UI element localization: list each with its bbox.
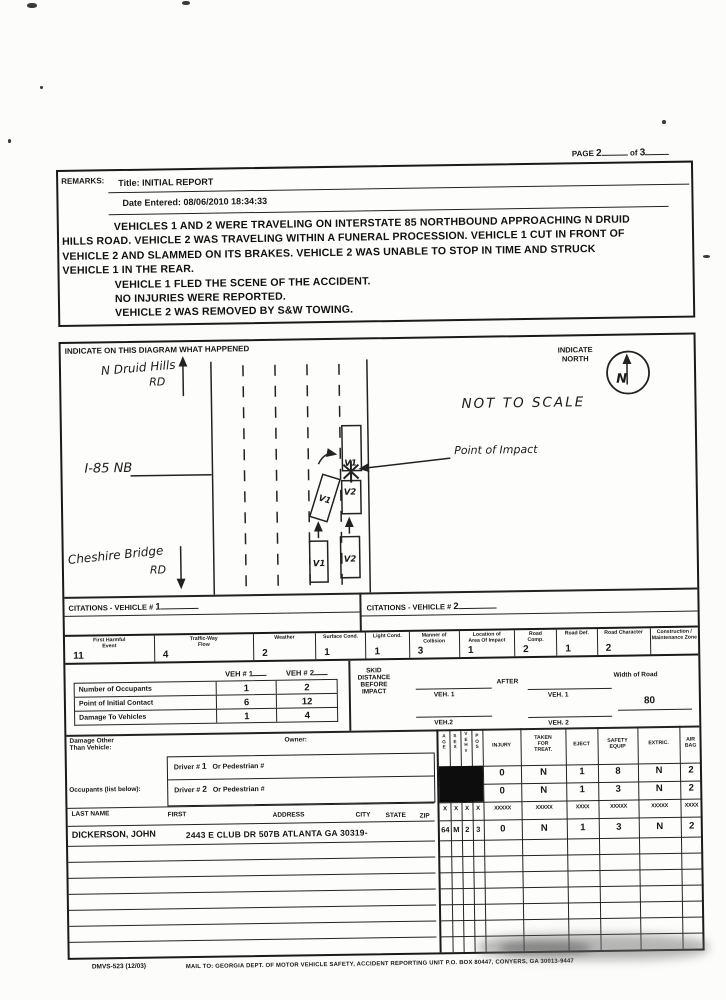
row-label: Point of Initial Contact (75, 696, 217, 711)
stat-header: Road Comp. (527, 630, 544, 643)
x-cell: X (465, 805, 469, 813)
occupant-address: 2443 E CLUB DR 507B ATLANTA GA 30319- (185, 827, 368, 841)
stat-header: Traffic-Way Flow (189, 635, 218, 648)
cell-value: N (655, 783, 663, 795)
stat-header: Manner of Collision (421, 632, 447, 645)
highway-label: I-85 NB (84, 460, 133, 477)
diagram-header: INDICATE ON THIS DIAGRAM WHAT HAPPENED (64, 344, 250, 356)
row-line (69, 936, 436, 942)
col-header-airbag: AIR BAG (684, 736, 697, 749)
width-of-road-value: 80 (643, 695, 656, 707)
south-road-arrow (181, 546, 182, 586)
record-sex: M (453, 825, 460, 835)
road-name-bottom-suffix: RD (149, 563, 167, 577)
col-header-safety: SAFETY EQUIP (607, 737, 628, 750)
v1-label: V1 (344, 458, 357, 469)
page-label: PAGE (571, 149, 594, 159)
x-cell: XXXXX (610, 803, 627, 810)
col-header-age: A G E (442, 733, 446, 750)
x-cell: X (454, 806, 458, 813)
cell-value: 1 (579, 766, 585, 778)
impact-pointer-line (361, 458, 450, 468)
stat-header: Road Character (604, 629, 643, 636)
width-of-road-label: Width of Road (613, 671, 658, 679)
x-cell: XXXXX (494, 805, 511, 812)
record-extric: N (656, 821, 664, 833)
narrative-line: HILLS ROAD. VEHICLE 2 WAS TRAVELING WITHIN A FUNERAL PROCESSION. VEHICLE 1 CUT IN FRONT OF (61, 227, 625, 249)
stat-value: 2 (522, 644, 529, 656)
citations-divider (359, 593, 362, 631)
form-number: DMVS-523 (12/03) (91, 962, 147, 971)
total-pages: 3 (639, 147, 646, 159)
scan-speck (40, 86, 43, 89)
v1-swerve-arrow (318, 454, 334, 465)
stat-value: 11 (73, 650, 84, 662)
record-veh: 2 (465, 824, 470, 835)
owner-label: Owner: (284, 736, 307, 744)
north-road-arrow (183, 359, 184, 396)
width-of-road-line (618, 709, 692, 711)
veh2-value: 12 (301, 696, 313, 708)
row-line (68, 840, 435, 846)
narrative-line: VEHICLE 1 IN THE REAR. (62, 263, 195, 278)
record-safety: 3 (616, 821, 622, 833)
stat-header: First Harmful Event (93, 637, 126, 649)
veh1-col-header: VEH # 1 (215, 666, 276, 681)
cell-value: 0 (499, 767, 505, 779)
narrative-line: VEHICLE 2 WAS REMOVED BY S&W TOWING. (115, 304, 354, 320)
skid-veh1-after: VEH. 1 (547, 691, 569, 699)
lane-dash (275, 365, 278, 594)
row-line (68, 820, 435, 826)
stat-value: 1 (374, 646, 381, 658)
x-cell: X (476, 805, 480, 812)
stat-header: Construction / Maintenance Zone (651, 628, 698, 641)
scan-speck (662, 120, 666, 124)
cell-value: 1 (579, 784, 585, 796)
mid-divider (348, 661, 351, 731)
of-label: of (629, 148, 638, 158)
record-eject: 1 (580, 822, 586, 834)
col-header-eject: EJECT (573, 741, 590, 748)
point-of-impact-label: Point of Impact (454, 442, 538, 458)
x-cell: XXXXX (651, 802, 668, 810)
narrative-line: VEHICLES 1 AND 2 WERE TRAVELING ON INTERSTATE 85 NORTHBOUND APPROACHING N DRUID (113, 213, 630, 234)
v2-label: V2 (343, 487, 357, 498)
record-pos: 3 (476, 824, 481, 834)
veh1-value: 1 (217, 709, 278, 723)
veh2-value: 2 (304, 682, 310, 694)
row-line (69, 904, 436, 910)
x-cell: XXXX (684, 802, 699, 809)
skid-line-before-2 (416, 716, 492, 718)
skid-after-label: AFTER (496, 678, 519, 686)
cell-value: 2 (688, 764, 694, 776)
stats-row (65, 626, 698, 665)
col-header-sex: S E X (453, 733, 457, 750)
cell-value: 3 (615, 783, 621, 795)
stat-header: Location of Area Of Impact (468, 631, 506, 644)
main-section (59, 333, 705, 960)
record-airbag: 2 (689, 820, 695, 832)
col-header-veh: V E H # (464, 730, 468, 753)
col-header-first: FIRST (167, 811, 187, 819)
road-name-bottom: Cheshire Bridge (67, 543, 164, 568)
date-entered: Date Entered: 08/06/2010 18:34:33 (122, 195, 268, 209)
col-header-address: ADDRESS (272, 811, 305, 819)
not-to-scale: NOT TO SCALE (461, 394, 586, 413)
col-header-city: CITY (355, 811, 371, 819)
occupant-name: DICKERSON, JOHN (71, 828, 156, 840)
scan-speck (8, 139, 11, 143)
road-edge-right (367, 359, 370, 592)
road-name-top-suffix: RD (149, 375, 166, 389)
record-taken: N (540, 822, 548, 834)
stat-value: 1 (324, 646, 330, 659)
col-header-pos: P O S (475, 732, 479, 750)
stat-value: 2 (262, 647, 268, 659)
v1-label: V1 (312, 559, 326, 570)
scan-speck (27, 3, 37, 8)
mail-to-line: MAIL TO: GEORGIA DEPT. OF MOTOR VEHICLE SAFETY, ACCIDENT REPORTING UNIT P.O. BOX 80447, CONYERS, GA 30013-9447 (185, 958, 575, 971)
narrative-line: VEHICLE 2 AND SLAMMED ON ITS BRAKES. VEHICLE 2 WAS UNABLE TO STOP IN TIME AND STRUCK (62, 242, 596, 263)
row-line (69, 888, 436, 894)
skid-veh2-after: VEH. 2 (548, 719, 569, 727)
cell-value: N (539, 766, 548, 778)
citations-veh1-num: 1 (155, 601, 161, 613)
driver-box (167, 752, 436, 806)
stat-header: Surface Cond. (322, 633, 359, 641)
col-header-taken: TAKEN FOR TREAT. (534, 734, 553, 753)
report-title: Title: INITIAL REPORT (118, 176, 214, 189)
lane-dash (243, 365, 246, 594)
col-header-injury: INJURY (492, 742, 512, 749)
veh1-value: 1 (217, 681, 278, 695)
vehicle-mini-table (73, 665, 338, 726)
narrative (62, 212, 691, 322)
stat-header: Light Cond. (372, 632, 402, 640)
veh1-value: 6 (217, 695, 278, 709)
remarks-section (56, 161, 695, 327)
row-line (69, 872, 436, 878)
citations-veh2-num: 2 (453, 601, 459, 613)
scan-speck (182, 1, 190, 5)
skid-line-before-1 (416, 688, 492, 690)
narrative-line: NO INJURIES WERE REPORTED. (114, 290, 287, 306)
x-cell: XXXX (575, 804, 590, 811)
veh2-value: 4 (304, 710, 311, 722)
skid-distance-label: SKID DISTANCE BEFORE IMPACT (357, 667, 391, 696)
row-line (68, 856, 435, 862)
citations-veh2: CITATIONS - VEHICLE # 2 (366, 599, 496, 614)
narrative-line: VEHICLE 1 FLED THE SCENE OF THE ACCIDENT. (114, 274, 371, 291)
occupant-grid (436, 726, 702, 953)
col-header-extric: EXTRIC. (648, 739, 669, 747)
stat-header: Road Def. (564, 630, 589, 637)
x-cell: XXXXX (535, 804, 553, 811)
x-cell: X (443, 806, 447, 813)
indicate-north-label: INDICATE NORTH (557, 345, 593, 364)
skid-veh2-before: VEH.2 (434, 719, 454, 727)
stat-value: 4 (162, 649, 169, 661)
driver2-row: Driver # 2 Or Pedestrian # (174, 783, 265, 795)
driver1-row: Driver # 1 Or Pedestrian # (168, 753, 434, 780)
road-edge-left (211, 362, 214, 595)
col-header-state: STATE (385, 811, 407, 820)
redacted-cells (439, 766, 484, 803)
scan-speck (703, 255, 710, 258)
skid-line-after-1 (528, 688, 612, 690)
stat-value: 3 (417, 645, 424, 657)
veh2-col-header: VEH # 2 (276, 665, 337, 680)
i85-pointer-line (131, 475, 212, 476)
row-label: Number of Occupants (75, 682, 217, 697)
skid-line-after-2 (528, 716, 612, 718)
citations-veh1: CITATIONS - VEHICLE # 1 (68, 599, 198, 614)
occupants-label: Occupants (list below): (69, 785, 141, 794)
page-number: 2 (596, 147, 602, 159)
compass-n: N (616, 371, 628, 387)
record-age: 64 (441, 825, 450, 835)
table-row (74, 708, 338, 726)
col-header-zip: ZIP (419, 812, 430, 820)
road-name-top: N Druid Hills (100, 357, 177, 378)
cell-value: 2 (688, 782, 694, 794)
stat-value: 1 (467, 644, 474, 656)
scanned-form (56, 147, 705, 990)
skid-veh1-before: VEH. 1 (433, 691, 455, 699)
row-line (69, 920, 436, 926)
scan-smudge (500, 942, 590, 954)
remarks-label: REMARKS: (61, 176, 105, 186)
compass-circle (607, 351, 650, 394)
v1-label: V1 (317, 493, 332, 507)
cell-value: N (655, 765, 663, 777)
cell-value: 8 (615, 765, 621, 777)
record-injury: 0 (500, 823, 506, 835)
col-header-lastname: LAST NAME (71, 810, 110, 818)
cell-value: N (540, 784, 548, 796)
damage-other-label: Damage Other Than Vehicle: (69, 737, 114, 752)
stat-value: 2 (605, 642, 612, 654)
row-label: Damage To Vehicles (75, 710, 217, 725)
stat-header: Weather (274, 634, 295, 641)
page-indicator (572, 145, 670, 159)
stat-value: 1 (565, 643, 572, 655)
v2-label: V2 (343, 554, 357, 565)
cell-value: 0 (499, 785, 505, 797)
